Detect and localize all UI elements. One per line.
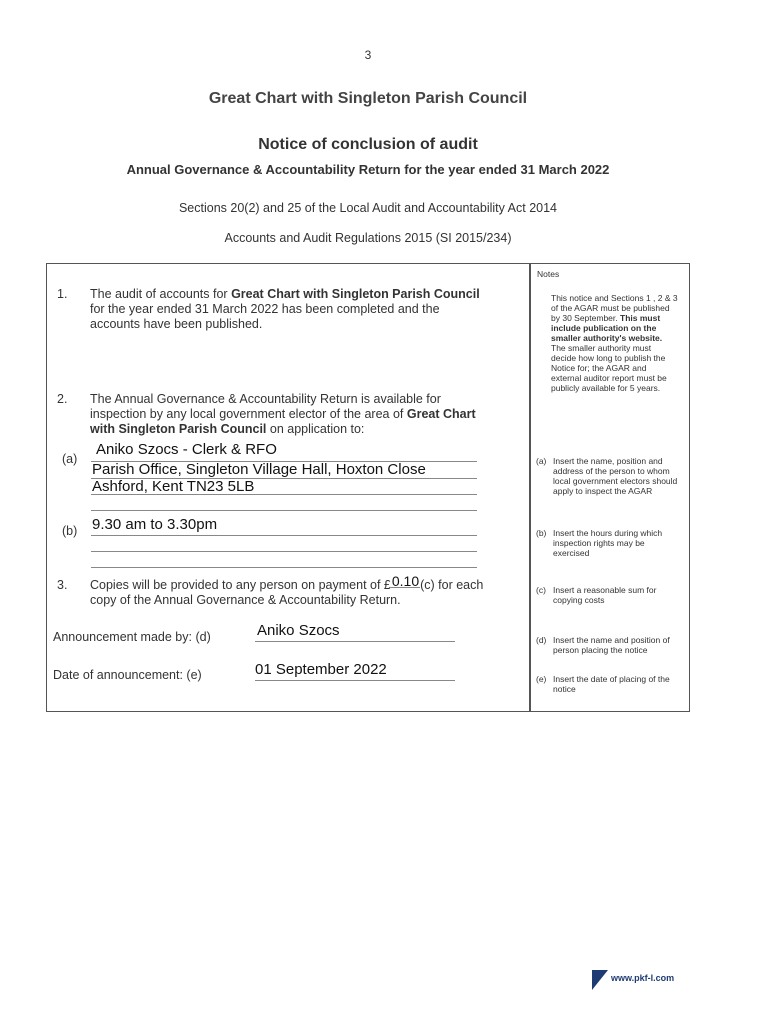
notes-intro: This notice and Sections 1 , 2 & 3 of the AGAR must be published by 30 September. This must include publication on the smaller authority's website. The smaller authority must decide how long to publish the Notice for; the AGAR and external auditor report must be publicly available for 5 years.	[551, 293, 678, 393]
item2-text	[90, 392, 526, 437]
field-a-line1: Aniko Szocs - Clerk & RFO	[96, 441, 277, 458]
field-b-underline-3	[91, 567, 477, 568]
item1-line2: for the year ended 31 March 2022 has been completed and the	[90, 302, 440, 316]
notes-heading: Notes	[537, 269, 560, 279]
announcement-label: Announcement made by: (d)	[53, 630, 211, 644]
item3-line1: Copies will be provided to any person on payment of £0.10(c) for each	[90, 573, 484, 592]
note-b-label: (b)	[536, 528, 547, 538]
item3-text	[90, 573, 526, 608]
notice-title: Notice of conclusion of audit	[258, 136, 478, 153]
item2-line3: with Singleton Parish Council on application to:	[90, 422, 365, 436]
item2-line1: The Annual Governance & Accountability Return is available for	[90, 392, 441, 406]
footer-url: www.pkf-l.com	[611, 973, 675, 983]
field-a-underline-4	[91, 510, 477, 511]
note-e-text: Insert the date of placing of the notice	[553, 674, 670, 694]
item1-line1: The audit of accounts for Great Chart with Singleton Parish Council	[90, 287, 480, 301]
date-value: 01 September 2022	[255, 661, 387, 678]
field-b-underline-2	[91, 551, 477, 552]
copy-fee-amount: 0.10	[391, 573, 420, 589]
note-b-text: Insert the hours during which inspection rights may be exercised	[553, 528, 663, 558]
note-d-text: Insert the name and position of person placing the notice	[553, 635, 670, 655]
item1-text	[90, 287, 526, 332]
field-b-line1: 9.30 am to 3.30pm	[92, 516, 218, 533]
column-divider	[529, 263, 531, 712]
announcement-underline	[255, 641, 455, 642]
announcement-value: Aniko Szocs	[257, 622, 340, 639]
pkf-logo-icon	[592, 970, 608, 990]
item2-line2: inspection by any local government elector of the area of Great Chart	[90, 407, 476, 421]
item1-line3: accounts have been published.	[90, 317, 263, 331]
field-a-underline-3	[91, 494, 477, 495]
field-b-underline-1	[91, 535, 477, 536]
page-number: 3	[364, 48, 372, 62]
note-d-label: (d)	[536, 635, 547, 645]
item1-number: 1.	[57, 287, 68, 301]
item3-number: 3.	[57, 578, 68, 592]
item3-line2: copy of the Annual Governance & Accountability Return.	[90, 593, 401, 607]
date-underline	[255, 680, 455, 681]
field-a-label: (a)	[62, 452, 78, 466]
note-a-label: (a)	[536, 456, 547, 466]
date-label: Date of announcement: (e)	[53, 668, 202, 682]
council-name: Great Chart with Singleton Parish Council	[208, 90, 528, 107]
sections-line: Sections 20(2) and 25 of the Local Audit and Accountability Act 2014	[178, 201, 558, 215]
regulations-line: Accounts and Audit Regulations 2015 (SI 2015/234)	[224, 231, 512, 245]
note-c-text: Insert a reasonable sum for copying costs	[553, 585, 657, 605]
field-a-line3: Ashford, Kent TN23 5LB	[92, 478, 255, 495]
note-a-text: Insert the name, position and address of the person to whom local government electors should apply to inspect the AGAR	[553, 456, 678, 496]
note-c-label: (c)	[536, 585, 546, 595]
note-e-label: (e)	[536, 674, 547, 684]
item2-number: 2.	[57, 392, 68, 406]
field-a-line2: Parish Office, Singleton Village Hall, Hoxton Close	[92, 461, 426, 478]
return-title: Annual Governance & Accountability Return for the year ended 31 March 2022	[126, 162, 610, 177]
field-b-label: (b)	[62, 524, 78, 538]
